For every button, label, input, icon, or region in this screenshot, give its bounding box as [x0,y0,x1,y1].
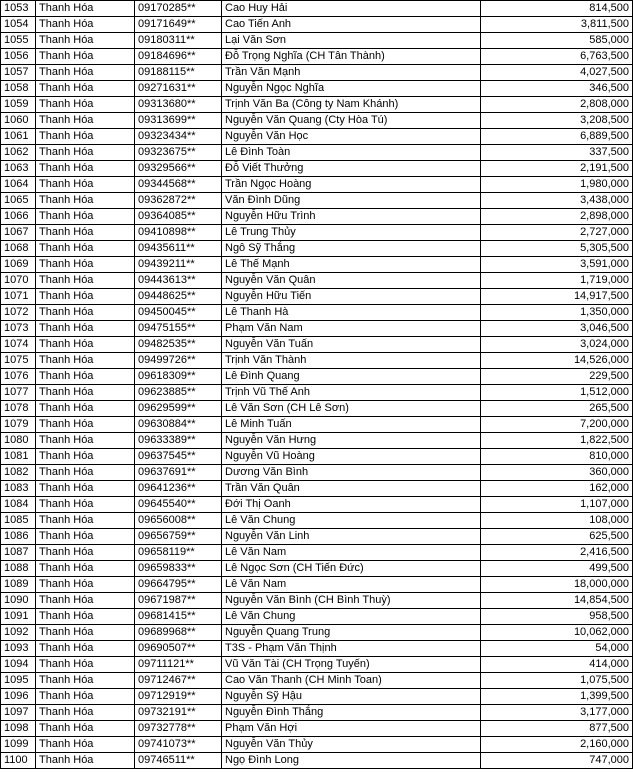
name-cell[interactable]: Nguyễn Văn Học [222,129,481,145]
amount-cell[interactable]: 6,889,500 [481,129,633,145]
name-cell[interactable]: Trần Văn Quân [222,481,481,497]
name-cell[interactable]: Nguyễn Sỹ Hậu [222,689,481,705]
table-row [1,241,633,257]
province-cell[interactable]: Thanh Hóa [36,657,135,673]
table-row [1,497,633,513]
name-cell[interactable]: Nguyễn Văn Linh [222,529,481,545]
province-cell[interactable]: Thanh Hóa [36,145,135,161]
name-cell[interactable]: Nguyễn Quang Trung [222,625,481,641]
name-cell[interactable]: Trịnh Vũ Thế Anh [222,385,481,401]
province-cell[interactable]: Thanh Hóa [36,721,135,737]
name-cell[interactable]: Nguyễn Ngọc Nghĩa [222,81,481,97]
name-cell[interactable]: Trịnh Văn Thành [222,353,481,369]
phone-cell[interactable]: 09690507** [135,641,222,657]
phone-cell[interactable]: 09184696** [135,49,222,65]
table-row [1,657,633,673]
province-cell[interactable]: Thanh Hóa [36,17,135,33]
amount-cell[interactable]: 54,000 [481,641,633,657]
table-row [1,513,633,529]
phone-cell[interactable]: 09188115** [135,65,222,81]
row-index-cell[interactable]: 1083 [1,481,36,497]
province-cell[interactable]: Thanh Hóa [36,465,135,481]
amount-cell[interactable]: 1,107,000 [481,497,633,513]
row-index-cell[interactable]: 1081 [1,449,36,465]
table-row [1,129,633,145]
row-index-cell[interactable]: 1099 [1,737,36,753]
name-cell[interactable]: Lê Văn Sơn (CH Lê Sơn) [222,401,481,417]
province-cell[interactable]: Thanh Hóa [36,737,135,753]
province-cell[interactable]: Thanh Hóa [36,529,135,545]
phone-cell[interactable]: 09435611** [135,241,222,257]
row-index-cell[interactable]: 1073 [1,321,36,337]
amount-cell[interactable]: 14,526,000 [481,353,633,369]
table-row [1,321,633,337]
amount-cell[interactable]: 958,500 [481,609,633,625]
table-row [1,97,633,113]
row-index-cell[interactable]: 1065 [1,193,36,209]
table-row [1,273,633,289]
row-index-cell[interactable]: 1084 [1,497,36,513]
row-index-cell[interactable]: 1092 [1,625,36,641]
province-cell[interactable]: Thanh Hóa [36,273,135,289]
row-index-cell[interactable]: 1096 [1,689,36,705]
name-cell[interactable]: Nguyễn Văn Bình (CH Bình Thuỳ) [222,593,481,609]
amount-cell[interactable]: 814,500 [481,1,633,17]
amount-cell[interactable]: 346,500 [481,81,633,97]
phone-cell[interactable]: 09741073** [135,737,222,753]
province-cell[interactable]: Thanh Hóa [36,81,135,97]
phone-cell[interactable]: 09364085** [135,209,222,225]
table-row [1,65,633,81]
phone-cell[interactable]: 09637545** [135,449,222,465]
name-cell[interactable]: Dương Văn Bình [222,465,481,481]
amount-cell[interactable]: 1,075,500 [481,673,633,689]
name-cell[interactable]: Ngọ Đình Long [222,753,481,769]
amount-cell[interactable]: 229,500 [481,369,633,385]
province-cell[interactable]: Thanh Hóa [36,513,135,529]
province-cell[interactable]: Thanh Hóa [36,257,135,273]
table-row [1,593,633,609]
table-row [1,209,633,225]
phone-cell[interactable]: 09712467** [135,673,222,689]
table-row [1,49,633,65]
name-cell[interactable]: Phạm Văn Hợi [222,721,481,737]
table-row [1,481,633,497]
name-cell[interactable]: T3S - Phạm Văn Thịnh [222,641,481,657]
table-row [1,529,633,545]
amount-cell[interactable]: 3,046,500 [481,321,633,337]
province-cell[interactable]: Thanh Hóa [36,225,135,241]
province-cell[interactable]: Thanh Hóa [36,337,135,353]
name-cell[interactable]: Nguyễn Văn Quân [222,273,481,289]
phone-cell[interactable]: 09711121** [135,657,222,673]
amount-cell[interactable]: 3,208,500 [481,113,633,129]
name-cell[interactable]: Lại Văn Sơn [222,33,481,49]
amount-cell[interactable]: 2,898,000 [481,209,633,225]
amount-cell[interactable]: 360,000 [481,465,633,481]
amount-cell[interactable]: 3,177,000 [481,705,633,721]
province-cell[interactable]: Thanh Hóa [36,545,135,561]
amount-cell[interactable]: 414,000 [481,657,633,673]
phone-cell[interactable]: 09712919** [135,689,222,705]
phone-cell[interactable]: 09499726** [135,353,222,369]
name-cell[interactable]: Lê Văn Nam [222,545,481,561]
province-cell[interactable]: Thanh Hóa [36,209,135,225]
table-row [1,193,633,209]
province-cell[interactable]: Thanh Hóa [36,321,135,337]
province-cell[interactable]: Thanh Hóa [36,129,135,145]
row-index-cell[interactable]: 1076 [1,369,36,385]
table-row [1,177,633,193]
row-index-cell[interactable]: 1079 [1,417,36,433]
amount-cell[interactable]: 1,350,000 [481,305,633,321]
province-cell[interactable]: Thanh Hóa [36,577,135,593]
phone-cell[interactable]: 09170285** [135,1,222,17]
province-cell[interactable]: Thanh Hóa [36,65,135,81]
row-index-cell[interactable]: 1078 [1,401,36,417]
row-index-cell[interactable]: 1086 [1,529,36,545]
table-row [1,609,633,625]
phone-cell[interactable]: 09746511** [135,753,222,769]
name-cell[interactable]: Nguyễn Đình Thắng [222,705,481,721]
row-index-cell[interactable]: 1074 [1,337,36,353]
amount-cell[interactable]: 3,024,000 [481,337,633,353]
amount-cell[interactable]: 1,980,000 [481,177,633,193]
amount-cell[interactable]: 2,808,000 [481,97,633,113]
province-cell[interactable]: Thanh Hóa [36,497,135,513]
name-cell[interactable]: Nguyễn Văn Thủy [222,737,481,753]
row-index-cell[interactable]: 1053 [1,1,36,17]
amount-cell[interactable]: 1,822,500 [481,433,633,449]
row-index-cell[interactable]: 1087 [1,545,36,561]
row-index-cell[interactable]: 1085 [1,513,36,529]
phone-cell[interactable]: 09641236** [135,481,222,497]
name-cell[interactable]: Nguyễn Văn Hưng [222,433,481,449]
row-index-cell[interactable]: 1069 [1,257,36,273]
phone-cell[interactable]: 09732778** [135,721,222,737]
phone-cell[interactable]: 09171649** [135,17,222,33]
province-cell[interactable]: Thanh Hóa [36,609,135,625]
name-cell[interactable]: Lê Đình Quang [222,369,481,385]
table-row [1,705,633,721]
province-cell[interactable]: Thanh Hóa [36,161,135,177]
row-index-cell[interactable]: 1059 [1,97,36,113]
name-cell[interactable]: Đới Thị Oanh [222,497,481,513]
table-row [1,161,633,177]
table-row [1,401,633,417]
name-cell[interactable]: Đỗ Trọng Nghĩa (CH Tân Thành) [222,49,481,65]
amount-cell[interactable]: 6,763,500 [481,49,633,65]
province-cell[interactable]: Thanh Hóa [36,305,135,321]
table-row [1,353,633,369]
name-cell[interactable]: Lê Văn Chung [222,513,481,529]
phone-cell[interactable]: 09656008** [135,513,222,529]
province-cell[interactable]: Thanh Hóa [36,449,135,465]
phone-cell[interactable]: 09656759** [135,529,222,545]
row-index-cell[interactable]: 1088 [1,561,36,577]
row-index-cell[interactable]: 1062 [1,145,36,161]
province-cell[interactable]: Thanh Hóa [36,625,135,641]
name-cell[interactable]: Nguyễn Hữu Trình [222,209,481,225]
name-cell[interactable]: Phạm Văn Nam [222,321,481,337]
row-index-cell[interactable]: 1054 [1,17,36,33]
phone-cell[interactable]: 09362872** [135,193,222,209]
phone-cell[interactable]: 09313699** [135,113,222,129]
table-row [1,305,633,321]
amount-cell[interactable]: 1,719,000 [481,273,633,289]
amount-cell[interactable]: 3,591,000 [481,257,633,273]
table-row [1,369,633,385]
row-index-cell[interactable]: 1055 [1,33,36,49]
phone-cell[interactable]: 09448625** [135,289,222,305]
province-cell[interactable]: Thanh Hóa [36,705,135,721]
row-index-cell[interactable]: 1080 [1,433,36,449]
table-row [1,257,633,273]
row-index-cell[interactable]: 1090 [1,593,36,609]
row-index-cell[interactable]: 1089 [1,577,36,593]
phone-cell[interactable]: 09323434** [135,129,222,145]
amount-cell[interactable]: 2,416,500 [481,545,633,561]
province-cell[interactable]: Thanh Hóa [36,481,135,497]
name-cell[interactable]: Trần Văn Mạnh [222,65,481,81]
table-row [1,721,633,737]
row-index-cell[interactable]: 1072 [1,305,36,321]
phone-cell[interactable]: 09664795** [135,577,222,593]
row-index-cell[interactable]: 1063 [1,161,36,177]
phone-cell[interactable]: 09482535** [135,337,222,353]
table-row [1,577,633,593]
name-cell[interactable]: Nguyễn Vũ Hoàng [222,449,481,465]
table-row [1,289,633,305]
phone-cell[interactable]: 09645540** [135,497,222,513]
table-row [1,689,633,705]
province-cell[interactable]: Thanh Hóa [36,385,135,401]
amount-cell[interactable]: 7,200,000 [481,417,633,433]
amount-cell[interactable]: 10,062,000 [481,625,633,641]
amount-cell[interactable]: 810,000 [481,449,633,465]
row-index-cell[interactable]: 1091 [1,609,36,625]
name-cell[interactable]: Lê Văn Chung [222,609,481,625]
table-row [1,337,633,353]
table-row [1,145,633,161]
phone-cell[interactable]: 09637691** [135,465,222,481]
row-index-cell[interactable]: 1077 [1,385,36,401]
province-cell[interactable]: Thanh Hóa [36,177,135,193]
row-index-cell[interactable]: 1098 [1,721,36,737]
phone-cell[interactable]: 09732191** [135,705,222,721]
phone-cell[interactable]: 09623885** [135,385,222,401]
province-cell[interactable]: Thanh Hóa [36,417,135,433]
phone-cell[interactable]: 09271631** [135,81,222,97]
table-row [1,225,633,241]
amount-cell[interactable]: 14,917,500 [481,289,633,305]
table-row [1,673,633,689]
province-cell[interactable]: Thanh Hóa [36,641,135,657]
phone-cell[interactable]: 09323675** [135,145,222,161]
name-cell[interactable]: Lê Đình Toàn [222,145,481,161]
name-cell[interactable]: Cao Tiến Anh [222,17,481,33]
table-row [1,737,633,753]
province-cell[interactable]: Thanh Hóa [36,113,135,129]
amount-cell[interactable]: 162,000 [481,481,633,497]
province-cell[interactable]: Thanh Hóa [36,753,135,769]
name-cell[interactable]: Cao Huy Hải [222,1,481,17]
amount-cell[interactable]: 14,854,500 [481,593,633,609]
name-cell[interactable]: Trần Ngọc Hoàng [222,177,481,193]
phone-cell[interactable]: 09671987** [135,593,222,609]
table-row [1,113,633,129]
amount-cell[interactable]: 747,000 [481,753,633,769]
table-row [1,417,633,433]
province-cell[interactable]: Thanh Hóa [36,289,135,305]
phone-cell[interactable]: 09344568** [135,177,222,193]
table-row [1,545,633,561]
row-index-cell[interactable]: 1066 [1,209,36,225]
row-index-cell[interactable]: 1057 [1,65,36,81]
amount-cell[interactable]: 337,500 [481,145,633,161]
province-cell[interactable]: Thanh Hóa [36,1,135,17]
amount-cell[interactable]: 5,305,500 [481,241,633,257]
name-cell[interactable]: Lê Minh Tuấn [222,417,481,433]
phone-cell[interactable]: 09658119** [135,545,222,561]
phone-cell[interactable]: 09439211** [135,257,222,273]
province-cell[interactable]: Thanh Hóa [36,593,135,609]
amount-cell[interactable]: 877,500 [481,721,633,737]
table-row [1,625,633,641]
row-index-cell[interactable]: 1061 [1,129,36,145]
amount-cell[interactable]: 3,438,000 [481,193,633,209]
amount-cell[interactable]: 499,500 [481,561,633,577]
phone-cell[interactable]: 09681415** [135,609,222,625]
province-cell[interactable]: Thanh Hóa [36,673,135,689]
phone-cell[interactable]: 09180311** [135,33,222,49]
name-cell[interactable]: Nguyễn Văn Tuấn [222,337,481,353]
table-body [1,1,633,769]
phone-cell[interactable]: 09475155** [135,321,222,337]
row-index-cell[interactable]: 1095 [1,673,36,689]
table-row [1,753,633,769]
name-cell[interactable]: Văn Đình Dũng [222,193,481,209]
name-cell[interactable]: Lê Thanh Hà [222,305,481,321]
name-cell[interactable]: Nguyễn Hữu Tiến [222,289,481,305]
row-index-cell[interactable]: 1056 [1,49,36,65]
table-row [1,465,633,481]
name-cell[interactable]: Nguyễn Văn Quang (Cty Hòa Tú) [222,113,481,129]
table-row [1,81,633,97]
table-row [1,561,633,577]
province-cell[interactable]: Thanh Hóa [36,353,135,369]
row-index-cell[interactable]: 1075 [1,353,36,369]
phone-cell[interactable]: 09313680** [135,97,222,113]
table-row [1,17,633,33]
row-index-cell[interactable]: 1060 [1,113,36,129]
name-cell[interactable]: Trịnh Văn Ba (Công ty Nam Khánh) [222,97,481,113]
amount-cell[interactable]: 625,500 [481,529,633,545]
row-index-cell[interactable]: 1064 [1,177,36,193]
amount-cell[interactable]: 2,160,000 [481,737,633,753]
amount-cell[interactable]: 4,027,500 [481,65,633,81]
phone-cell[interactable]: 09630884** [135,417,222,433]
province-cell[interactable]: Thanh Hóa [36,97,135,113]
province-cell[interactable]: Thanh Hóa [36,689,135,705]
row-index-cell[interactable]: 1058 [1,81,36,97]
amount-cell[interactable]: 1,512,000 [481,385,633,401]
row-index-cell[interactable]: 1082 [1,465,36,481]
row-index-cell[interactable]: 1097 [1,705,36,721]
table-row [1,33,633,49]
name-cell[interactable]: Cao Văn Thanh (CH Minh Toan) [222,673,481,689]
province-cell[interactable]: Thanh Hóa [36,401,135,417]
name-cell[interactable]: Lê Trung Thủy [222,225,481,241]
table-row [1,641,633,657]
phone-cell[interactable]: 09410898** [135,225,222,241]
name-cell[interactable]: Vũ Văn Tài (CH Trọng Tuyến) [222,657,481,673]
phone-cell[interactable]: 09618309** [135,369,222,385]
row-index-cell[interactable]: 1100 [1,753,36,769]
table-row [1,433,633,449]
name-cell[interactable]: Ngô Sỹ Thắng [222,241,481,257]
table-row [1,1,633,17]
name-cell[interactable]: Lê Thế Mạnh [222,257,481,273]
row-index-cell[interactable]: 1070 [1,273,36,289]
amount-cell[interactable]: 265,500 [481,401,633,417]
name-cell[interactable]: Lê Ngọc Sơn (CH Tiến Đức) [222,561,481,577]
phone-cell[interactable]: 09659833** [135,561,222,577]
amount-cell[interactable]: 1,399,500 [481,689,633,705]
province-cell[interactable]: Thanh Hóa [36,33,135,49]
name-cell[interactable]: Lê Văn Nam [222,577,481,593]
province-cell[interactable]: Thanh Hóa [36,369,135,385]
table-row [1,449,633,465]
province-cell[interactable]: Thanh Hóa [36,193,135,209]
phone-cell[interactable]: 09629599** [135,401,222,417]
province-cell[interactable]: Thanh Hóa [36,49,135,65]
province-cell[interactable]: Thanh Hóa [36,241,135,257]
amount-cell[interactable]: 108,000 [481,513,633,529]
row-index-cell[interactable]: 1094 [1,657,36,673]
phone-cell[interactable]: 09450045** [135,305,222,321]
row-index-cell[interactable]: 1068 [1,241,36,257]
amount-cell[interactable]: 2,727,000 [481,225,633,241]
name-cell[interactable]: Đỗ Viết Thưởng [222,161,481,177]
amount-cell[interactable]: 3,811,500 [481,17,633,33]
phone-cell[interactable]: 09329566** [135,161,222,177]
province-cell[interactable]: Thanh Hóa [36,433,135,449]
phone-cell[interactable]: 09443613** [135,273,222,289]
amount-cell[interactable]: 2,191,500 [481,161,633,177]
row-index-cell[interactable]: 1067 [1,225,36,241]
row-index-cell[interactable]: 1071 [1,289,36,305]
amount-cell[interactable]: 585,000 [481,33,633,49]
table-row [1,385,633,401]
province-cell[interactable]: Thanh Hóa [36,561,135,577]
phone-cell[interactable]: 09689968** [135,625,222,641]
row-index-cell[interactable]: 1093 [1,641,36,657]
phone-cell[interactable]: 09633389** [135,433,222,449]
amount-cell[interactable]: 18,000,000 [481,577,633,593]
